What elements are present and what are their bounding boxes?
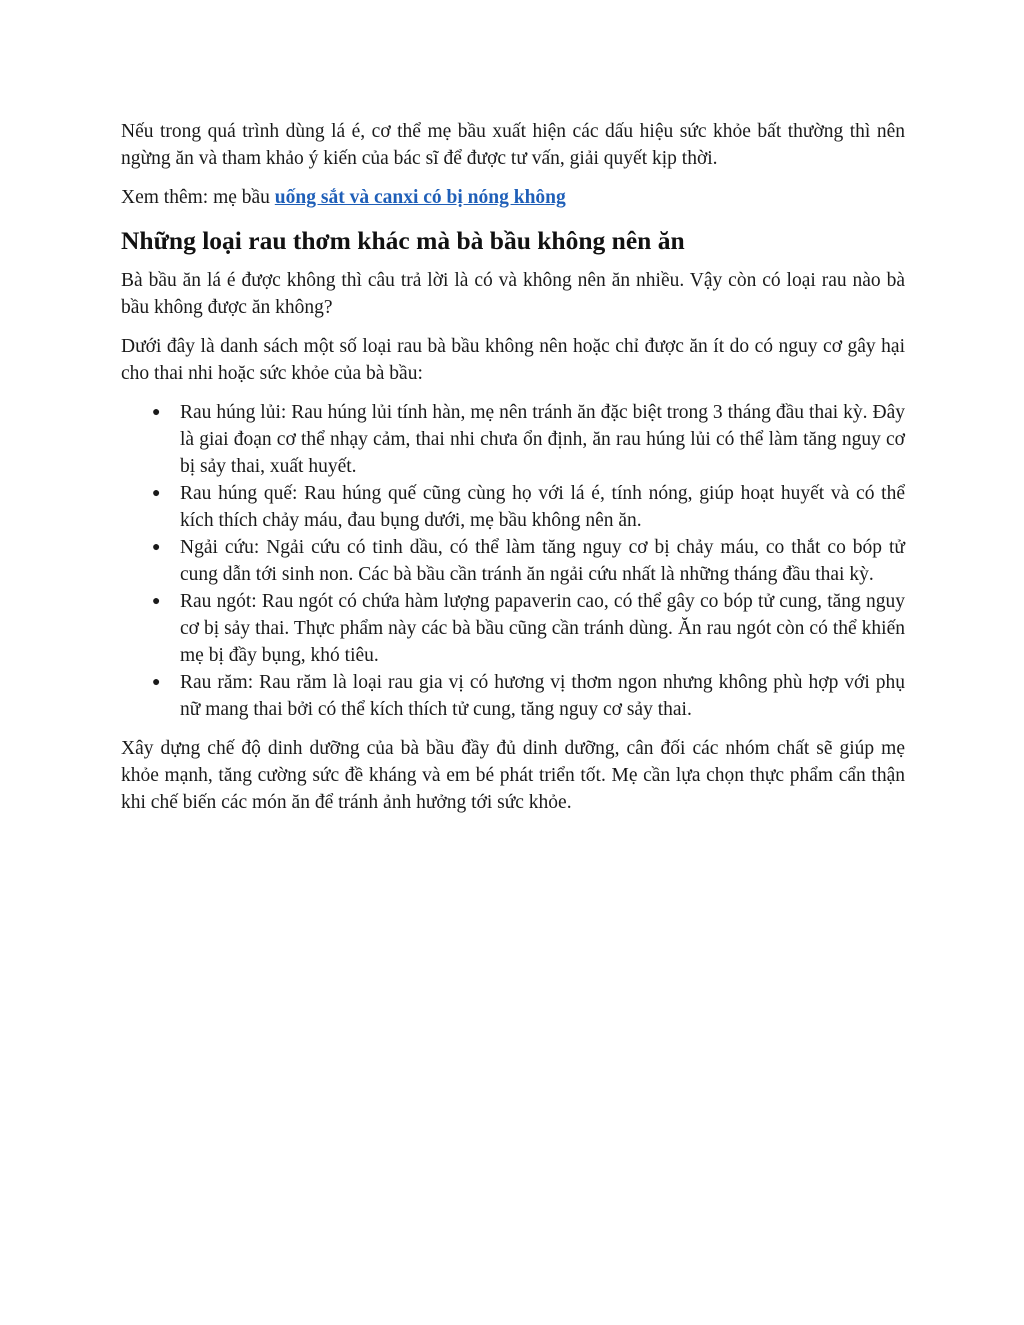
list-item <box>152 399 905 480</box>
list-item <box>152 480 905 534</box>
list-item <box>152 534 905 588</box>
see-more-link[interactable]: uống sắt và canxi có bị nóng không <box>274 187 566 208</box>
see-more-prefix: Xem thêm: mẹ bầu <box>121 187 275 208</box>
paragraph-conclusion: Xây dựng chế độ dinh dưỡng của bà bầu đầy đủ dinh dưỡng, cân đối các nhóm chất sẽ giúp mẹ khỏe mạnh, tăng cường sức đề kháng và em bé phát triển tốt. Mẹ cần lựa chọn thực phẩm cẩn thận khi chế biến các món ăn để tránh ảnh hưởng tới sức khỏe. <box>121 738 905 813</box>
list-item <box>152 669 905 723</box>
list-item-text: Rau ngót: Rau ngót có chứa hàm lượng papaverin cao, có thể gây co bóp tử cung, tăng nguy cơ bị sảy thai. Thực phẩm này các bà bầu cũng cần tránh dùng. Ăn rau ngót còn có thể khiến mẹ bị đầy bụng, khó tiêu. <box>180 591 905 666</box>
paragraph-list-intro: Dưới đây là danh sách một số loại rau bà bầu không nên hoặc chỉ được ăn ít do có nguy cơ gây hại cho thai nhi hoặc sức khỏe của bà bầu: <box>121 336 905 384</box>
section-heading: Những loại rau thơm khác mà bà bầu không nên ăn <box>121 226 685 255</box>
list-item-text: Ngải cứu: Ngải cứu có tinh dầu, có thể làm tăng nguy cơ bị chảy máu, co thắt co bóp tử cung dẫn tới sinh non. Các bà bầu cần tránh ăn ngải cứu nhất là những tháng đầu thai kỳ. <box>180 537 905 585</box>
bullet-icon: ● <box>152 540 161 555</box>
list-item-text: Rau húng lủi: Rau húng lủi tính hàn, mẹ nên tránh ăn đặc biệt trong 3 tháng đầu thai kỳ. Đây là giai đoạn cơ thể nhạy cảm, thai nhi chưa ổn định, ăn rau húng lủi có thể làm tăng nguy cơ bị sảy thai, xuất huyết. <box>180 402 905 477</box>
list-item <box>152 588 905 669</box>
list-item-text: Rau húng quế: Rau húng quế cũng cùng họ với lá é, tính nóng, giúp hoạt huyết và có thể kích thích chảy máu, đau bụng dưới, mẹ bầu không nên ăn. <box>180 483 905 531</box>
list-item-text: Rau răm: Rau răm là loại rau gia vị có hương vị thơm ngon nhưng không phù hợp với phụ nữ mang thai bởi có thể kích thích tử cung, tăng nguy cơ sảy thai. <box>180 672 905 720</box>
paragraph-warning: Nếu trong quá trình dùng lá é, cơ thể mẹ bầu xuất hiện các dấu hiệu sức khỏe bất thường thì nên ngừng ăn và tham khảo ý kiến của bác sĩ để được tư vấn, giải quyết kịp thời. <box>121 121 905 169</box>
see-more-line <box>121 184 905 211</box>
bullet-icon: ● <box>152 675 161 690</box>
bullet-icon: ● <box>152 594 161 609</box>
bullet-icon: ● <box>152 486 161 501</box>
herb-list <box>121 399 905 723</box>
paragraph-intro: Bà bầu ăn lá é được không thì câu trả lời là có và không nên ăn nhiều. Vậy còn có loại rau nào bà bầu không được ăn không? <box>121 270 905 318</box>
document-page <box>121 118 905 828</box>
bullet-icon: ● <box>152 405 161 420</box>
